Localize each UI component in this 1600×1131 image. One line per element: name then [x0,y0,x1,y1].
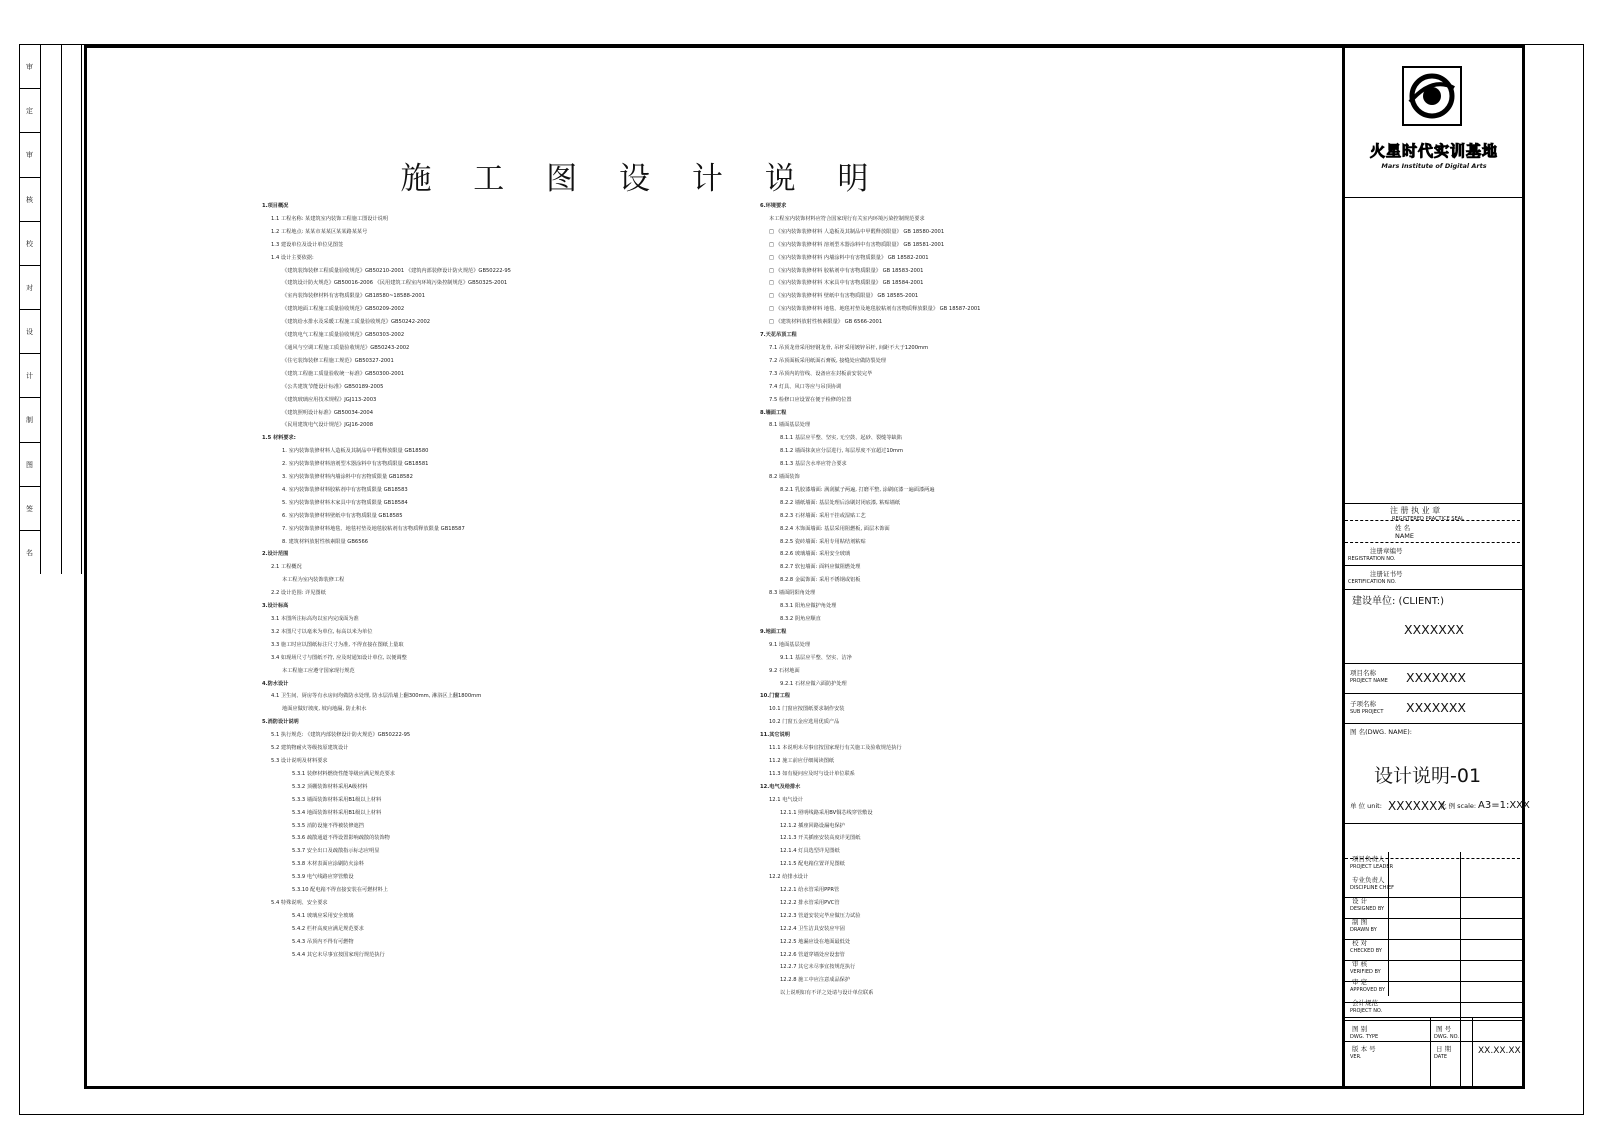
company-logo-icon [1402,66,1462,126]
signoff-label-en: APPROVED BY [1350,987,1386,993]
note-line: 11.3 如有疑问应及时与设计单位联系 [769,770,855,777]
note-line: 12.2 给排水设计 [769,874,809,881]
note-line: 《建筑地面工程施工质量验收规范》GB50209-2002 [282,306,405,313]
company-subtitle: Mars Institute of Digital Arts [1381,162,1487,170]
binding-label: 定 [19,88,40,132]
note-line: □ 《室内装饰装修材料 壁纸中有害物质限量》 GB 18585-2001 [769,293,919,300]
note-line: 5.3.2 顶棚装饰材料采用A级材料 [292,783,368,790]
note-line: 12.2.5 地漏应设在地面最低处 [780,938,851,945]
note-line: □ 《室内装饰装修材料 人造板及其制品中甲醛释放限量》 GB 18580-2001 [769,228,945,235]
note-line: 3.设计标高 [262,603,289,610]
note-line: 5.消防设计说明 [262,719,299,726]
note-line: 7.2 吊顶面板采用纸面石膏板, 接缝处应做防裂处理 [769,357,886,364]
registration-sub: REGISTERED PRACTICE SEAL [1392,516,1464,522]
note-line: 10.门窗工程 [760,693,790,700]
binding-label: 对 [19,265,40,309]
note-line: 6.环境要求 [760,203,787,209]
binding-label: 图 [19,442,40,486]
note-line: 《建筑照明设计标准》GB50034-2004 [282,409,374,416]
note-line: 9.2.1 石材应做六面防护处理 [780,680,847,687]
note-line: 7.3 吊顶内的管线、设备应在封板前安装完毕 [769,370,873,377]
note-line: 8.墙面工程 [760,409,787,416]
binding-label: 计 [19,353,40,397]
note-line: 8.1 墙面基层处理 [769,422,811,429]
drawing-name-label: 图 名(DWG. NAME): [1350,728,1412,736]
dwg-type-label-en: DWG. TYPE [1350,1034,1379,1040]
note-line: 以上说明如有不详之处请与设计单位联系 [780,990,874,997]
note-line: 5.4.2 栏杆高度应满足规范要求 [292,925,364,932]
note-line: 12.1.2 插座回路设漏电保护 [780,822,845,829]
subproject-label-en: SUB PROJECT [1350,709,1384,715]
client-label: 建设单位: (CLIENT:) [1352,596,1445,607]
note-line: 3.4 如现场尺寸与图纸不符, 应及时通知设计单位, 以便调整 [271,654,407,661]
scale-label: 比 例 scale: [1440,802,1477,810]
note-line: 《公共建筑节能设计标准》GB50189-2005 [282,383,384,390]
note-line: 本工程为室内装饰装修工程 [282,577,345,584]
note-line: 1.5 材料要求: [262,435,296,442]
version-label: 版 本 号 [1352,1045,1376,1053]
dwg-no-label-en: DWG. NO. [1434,1034,1459,1040]
right-notes-column [760,200,1240,997]
binding-divider [61,44,62,574]
binding-label: 签 [19,486,40,530]
signoff-label: 专业负责人 [1352,876,1385,884]
note-line: 12.1 电气设计 [769,796,803,803]
signoff-label-en: DESIGNED BY [1350,906,1385,912]
note-line: 本工程施工应遵守国家现行规范 [282,667,355,674]
note-line: 9.1 地面基层处理 [769,641,811,648]
note-line: 6. 室内装饰装修材料壁纸中有害物质限量 GB18585 [282,512,403,519]
name-label: 姓 名 [1395,524,1411,532]
note-line: 5.3.5 消防设施不得被装修遮挡 [292,822,364,829]
note-line: 5.4.1 玻璃应采用安全玻璃 [292,912,354,919]
note-line: 5.3.1 装修材料燃烧性能等级应满足规范要求 [292,770,396,777]
note-line: 8.1.2 墙面抹灰应分层进行, 每层厚度不宜超过10mm [780,448,904,455]
signoff-label: 校 对 [1352,939,1368,947]
note-line: 5.3.10 配电箱不得直接安装在可燃材料上 [292,887,388,894]
subproject-label: 子项名称 [1350,700,1376,708]
binding-label: 审 [19,132,40,176]
note-line: 12.1.1 照明线路采用BV铜芯线穿管敷设 [780,809,873,816]
note-line: 11.其它说明 [760,732,790,739]
signoff-label: 项目负责人 [1352,855,1385,863]
note-line: 12.2.7 其它未尽事宜按规范执行 [780,964,856,971]
binding-label: 制 [19,397,40,441]
note-line: 《通风与空调工程施工质量验收规范》GB50243-2002 [282,344,410,351]
note-line: 3.1 本图所注标高均以室内完成面为准 [271,616,359,622]
note-line: 5.3.9 电气线路应穿管敷设 [292,874,354,881]
subproject-value: XXXXXXX [1406,700,1466,715]
note-line: 5. 室内装饰装修材料木家具中有害物质限量 GB18584 [282,499,408,506]
note-line: 5.3.4 地面装饰材料采用B1级以上材料 [292,809,382,816]
note-line: 《建筑电气工程施工质量验收规范》GB50303-2002 [282,332,405,339]
unit-value: XXXXXXX [1388,799,1446,813]
note-line: 《室内装饰装修材料有害物质限量》GB18580~18588-2001 [282,293,426,300]
note-line: 7.1 吊顶龙骨采用轻钢龙骨, 吊杆采用镀锌吊杆, 间距不大于1200mm [769,344,929,351]
note-line: □ 《室内装饰装修材料 胶粘剂中有害物质限量》 GB 18583-2001 [769,267,924,274]
company-name: 火星时代实训基地 [1369,142,1498,160]
note-line: 2. 室内装饰装修材料溶剂型木器涂料中有害物质限量 GB18581 [282,461,429,468]
client-value: XXXXXXX [1404,622,1464,637]
note-line: 8.2.8 金属饰面: 采用不锈钢或铝板 [780,577,861,584]
note-line: 《建筑给水排水及采暖工程施工质量验收规范》GB50242-2002 [282,319,431,326]
note-line: 4.防水设计 [262,680,289,687]
note-line: 《建筑工程施工质量验收统一标准》GB50300-2001 [282,370,405,377]
binding-label: 核 [19,177,40,221]
note-line: 12.2.3 管道安装完毕应做压力试验 [780,912,861,919]
note-line: 8.3 墙面阴阳角处理 [769,590,816,597]
note-line: □ 《室内装饰装修材料 地毯、地毯衬垫及地毯胶粘剂有害物质释放限量》 GB 18587-2001 [769,306,981,313]
note-line: 12.1.5 配电箱位置详见图纸 [780,861,845,868]
note-line: 5.1 执行规范: 《建筑内部装修设计防火规范》GB50222-95 [271,732,411,739]
note-line: 12.2.4 卫生洁具安装应牢固 [780,925,845,932]
note-line: 11.1 本说明未尽事宜按国家现行有关施工及验收规范执行 [769,745,902,752]
note-line: 5.3.3 墙面装饰材料采用B1级以上材料 [292,796,382,803]
note-line: 4. 室内装饰装修材料胶粘剂中有害物质限量 GB18583 [282,486,408,493]
note-line: 3.2 本图尺寸以毫米为单位, 标高以米为单位 [271,628,373,635]
signoff-label: 审 核 [1352,960,1368,968]
note-line: 1.2 工程地点: 某某市某某区某某路某某号 [271,228,368,235]
note-line: 地面应做好坡度, 坡向地漏, 防止积水 [282,706,367,713]
note-line: 本工程室内装饰材料应符合国家现行有关室内环境污染控制规范要求 [769,215,925,222]
note-line: 8. 建筑材料放射性核素限量 GB6566 [282,538,369,545]
scale-value: A3=1:XXX [1478,800,1530,811]
note-line: □ 《建筑材料放射性核素限量》 GB 6566-2001 [769,319,883,326]
dwg-no-label: 图 号 [1436,1025,1452,1033]
note-line: 11.2 施工前应仔细阅读图纸 [769,757,835,764]
note-line: 《民用建筑电气设计规范》JGJ16-2008 [282,422,374,429]
project-label-en: PROJECT NAME [1350,678,1388,684]
note-line: 5.4.4 其它未尽事宜按国家现行规范执行 [292,951,385,958]
note-line: 1.项目概况 [262,203,289,209]
note-line: 1.1 工程名称: 某建筑室内装饰工程施工图设计说明 [271,215,389,222]
note-line: 12.1.3 开关插座安装高度详见图纸 [780,835,861,842]
note-line: 12.电气及给排水 [760,783,801,790]
note-line: 2.1 工程概况 [271,564,302,571]
note-line: 3.3 施工时应以图纸标注尺寸为准, 不得直接在图纸上量取 [271,641,404,648]
note-line: 8.1.3 基层含水率应符合要求 [780,461,847,468]
signoff-label: 会计规范 [1352,999,1378,1007]
signoff-label: 设 计 [1352,897,1368,905]
note-line: 12.2.6 管道穿墙处应设套管 [780,951,845,958]
unit-label: 单 位 unit: [1350,802,1382,810]
note-line: 9.2 石材地面 [769,667,800,674]
note-line: 3. 室内装饰装修材料内墙涂料中有害物质限量 GB18582 [282,474,413,481]
binding-strip [19,44,82,574]
version-label-en: VER. [1350,1054,1362,1060]
drawing-name: 设计说明-01 [1374,765,1482,787]
note-line: 8.3.1 阳角应做护角处理 [780,603,837,610]
signoff-label: 制 图 [1352,918,1368,926]
signoff-label-en: VERIFIED BY [1350,969,1381,975]
note-line: 2.2 设计范围: 详见图纸 [271,590,326,597]
date-label: 日 期 [1436,1045,1452,1053]
note-line: 8.3.2 阴角应顺直 [780,616,821,622]
signoff-label-en: CHECKED BY [1350,948,1382,954]
note-line: 5.2 建筑物耐火等级按原建筑设计 [271,745,349,752]
note-line: 10.1 门窗应按图纸要求制作安装 [769,706,845,713]
note-line: 1. 室内装饰装修材料人造板及其制品中甲醛释放限量 GB18580 [282,448,429,455]
binding-label: 名 [19,530,40,574]
note-line: 5.3.7 安全出口及疏散指示标志应明显 [292,848,380,855]
note-line: 7.4 灯具、风口等应与吊顶协调 [769,383,842,390]
page-title: 施 工 图 设 计 说 明 [400,161,885,197]
left-notes-column [262,200,732,980]
note-line: 12.2.2 排水管采用PVC管 [780,899,840,906]
note-line: 5.3 设计说明及材料要求 [271,757,328,764]
signoff-label-en: PROJECT LEADER [1350,864,1394,870]
note-line: 1.4 设计主要依据: [271,254,314,261]
signoff-label: 审 定 [1352,978,1368,986]
note-line: 8.2 墙面装饰 [769,474,800,481]
binding-divider [40,44,41,574]
project-value: XXXXXXX [1406,670,1466,685]
note-line: 7.天花吊顶工程 [760,332,797,339]
note-line: 12.2.1 给水管采用PPR管 [780,887,840,894]
note-line: 8.2.2 墙纸墙面: 基层处理后涂刷封闭底漆, 粘贴墙纸 [780,499,901,506]
binding-label: 校 [19,221,40,265]
note-line: □ 《室内装饰装修材料 溶剂型木器涂料中有害物质限量》 GB 18581-2001 [769,241,945,248]
signoff-label-en: PROJECT NO. [1350,1008,1383,1014]
note-line: 《建筑玻璃应用技术规程》JGJ113-2003 [282,396,377,403]
note-line: 5.3.8 木材表面应涂刷防火涂料 [292,861,364,868]
note-line: 2.设计范围 [262,551,289,558]
signoff-label-en: DISCIPLINE CHIEF [1350,885,1394,891]
note-line: 8.2.1 乳胶漆墙面: 满刮腻子两遍, 打磨平整, 涂刷底漆一遍面漆两遍 [780,486,935,493]
note-line: 8.2.4 木饰面墙面: 基层采用阻燃板, 面层木饰面 [780,525,890,532]
project-label: 项目名称 [1350,669,1376,677]
note-line: 7.5 检修口应设置在便于检修的位置 [769,396,852,403]
note-line: 7. 室内装饰装修材料地毯、地毯衬垫及地毯胶粘剂有害物质释放限量 GB18587 [282,525,465,532]
note-line: □ 《室内装饰装修材料 内墙涂料中有害物质限量》 GB 18582-2001 [769,254,929,261]
reg-no-label-en: REGISTRATION NO. [1348,556,1396,562]
note-line: 5.3.6 疏散通道不得设置影响疏散的装饰物 [292,835,390,842]
note-line: 《建筑设计防火规范》GB50016-2006 《民用建筑工程室内环境污染控制规范》GB50325-2001 [282,280,508,287]
note-line: 8.2.5 瓷砖墙面: 采用专用粘结剂粘贴 [780,538,866,545]
note-line: 《建筑装饰装修工程质量验收规范》GB50210-2001 《建筑内部装修设计防火规范》GB50222-95 [282,267,511,274]
date-value: XX.XX.XX [1478,1046,1521,1056]
signoff-label-en: DRAWN BY [1350,927,1377,933]
note-line: 12.1.4 灯具选型详见图纸 [780,848,840,855]
note-line: 《住宅装饰装修工程施工规范》GB50327-2001 [282,357,394,364]
note-line: 12.2.8 施工中应注意成品保护 [780,977,851,984]
cert-no-label: 注册证书号 [1370,570,1403,578]
cert-no-label-en: CERTIFICATION NO. [1348,579,1397,585]
registration-header: 注 册 执 业 章 [1390,506,1441,515]
note-line: 8.2.3 石材墙面: 采用干挂或湿贴工艺 [780,512,866,519]
note-line: 8.2.6 玻璃墙面: 采用安全玻璃 [780,551,851,558]
binding-label: 设 [19,309,40,353]
note-line: 8.2.7 软包墙面: 面料应做阻燃处理 [780,564,861,571]
dwg-type-label: 图 别 [1352,1025,1368,1033]
binding-label: 审 [19,44,40,88]
note-line: 5.4 特殊说明、安全要求 [271,899,328,906]
note-line: 4.1 卫生间、厨房等有水房间均做防水处理, 防水层沿墙上翻300mm, 淋浴区上翻1800mm [271,693,482,700]
note-line: 9.1.1 基层应平整、坚实、洁净 [780,654,852,661]
date-label-en: DATE [1434,1054,1448,1060]
note-line: 1.3 建设单位及设计单位见图签 [271,241,344,248]
note-line: 8.1.1 基层应平整、坚实, 无空鼓、起砂、裂缝等缺陷 [780,435,902,442]
note-line: 5.4.3 吊顶内不得有可燃物 [292,938,354,945]
reg-no-label: 注册章编号 [1370,547,1403,555]
note-line: □ 《室内装饰装修材料 木家具中有害物质限量》 GB 18584-2001 [769,280,924,287]
note-line: 9.地面工程 [760,628,787,635]
note-line: 10.2 门窗五金应选用优质产品 [769,719,840,726]
name-label-en: NAME [1395,532,1415,540]
